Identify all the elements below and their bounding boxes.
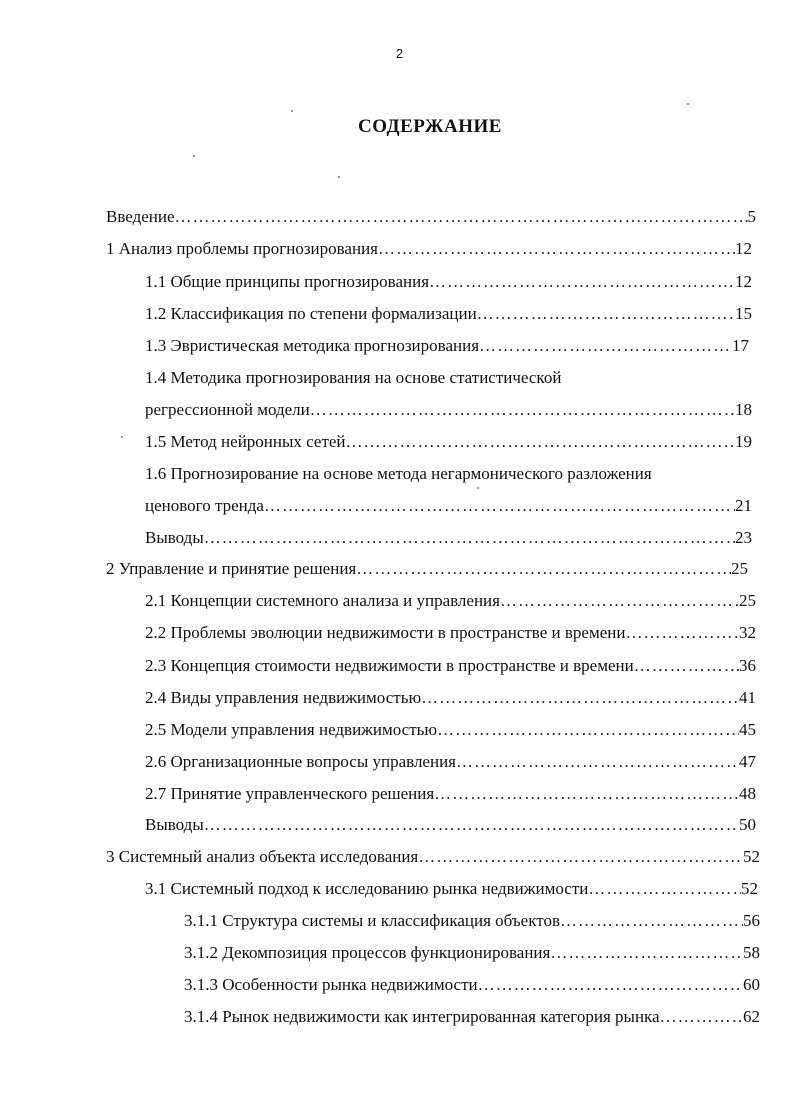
- toc-entry-page: 45: [739, 720, 756, 739]
- toc-entry-page: 50: [739, 815, 756, 834]
- toc-entry-page: 48: [739, 784, 756, 803]
- toc-entry-page: 62: [743, 1007, 760, 1026]
- toc-entry-section-1-6-cont: [145, 492, 752, 520]
- toc-entry-label: Введение: [106, 207, 175, 226]
- toc-entry-conclusions-1: [145, 524, 752, 552]
- toc-entry-section-3-1-1: [184, 907, 760, 935]
- toc-entry-page: 32: [739, 623, 756, 642]
- toc-entry-page: 47: [739, 752, 756, 771]
- toc-entry-label: 1 Анализ проблемы прогнозирования: [106, 239, 378, 258]
- toc-entry-label: ценового тренда: [145, 496, 264, 515]
- toc-entry-label: 1.5 Метод нейронных сетей: [145, 432, 346, 451]
- toc-entry-section-1-2: [145, 300, 752, 328]
- toc-entry-page: 36: [739, 656, 756, 675]
- scan-speck: [193, 155, 195, 157]
- toc-entry-label: 2.1 Концепции системного анализа и управления: [145, 591, 500, 610]
- toc-entry-page: 41: [739, 688, 756, 707]
- toc-entry-label: 3 Системный анализ объекта исследования: [106, 847, 419, 866]
- scan-speck: [477, 487, 479, 489]
- toc-entry-section-2-5: [145, 716, 756, 744]
- toc-entry-section-2-1: [145, 587, 756, 615]
- toc-entry-section-3-1-3: [184, 971, 760, 999]
- toc-entry-section-3-1-4: [184, 1003, 760, 1031]
- toc-entry-page: 19: [735, 432, 752, 451]
- toc-entry-page: 60: [743, 975, 760, 994]
- toc-entry-label: 2.7 Принятие управленческого решения: [145, 784, 435, 803]
- toc-entry-section-1-1: [145, 268, 752, 296]
- toc-entry-section-2-2: [145, 619, 756, 647]
- toc-entry-chapter-2: [106, 555, 748, 583]
- toc-entry-label: 2.3 Концепция стоимости недвижимости в пространстве и времени: [145, 656, 634, 675]
- toc-entry-page: 58: [743, 943, 760, 962]
- toc-entry-page: 12: [735, 272, 752, 291]
- toc-entry-label: 1.1 Общие принципы прогнозирования: [145, 272, 430, 291]
- toc-entry-page: 25: [739, 591, 756, 610]
- toc-entry-conclusions-2: [145, 811, 756, 839]
- toc-entry-label: 1.2 Классификация по степени формализации: [145, 304, 477, 323]
- toc-entry-page: 18: [735, 400, 752, 419]
- toc-entry-page: 15: [735, 304, 752, 323]
- toc-entry-label: регрессионной модели: [145, 400, 310, 419]
- toc-entry-chapter-3: [106, 843, 760, 871]
- toc-entry-page: 12: [735, 239, 752, 258]
- toc-entry-section-1-3: [145, 332, 749, 360]
- toc-entry-section-3-1-2: [184, 939, 760, 967]
- toc-entry-label: 3.1.2 Декомпозиция процессов функционирования: [184, 943, 551, 962]
- toc-entry-page: 17: [732, 336, 749, 355]
- scan-speck: [121, 436, 123, 438]
- toc-entry-page: 21: [735, 496, 752, 515]
- toc-entry-introduction: [106, 203, 756, 231]
- toc-entry-label: 2.5 Модели управления недвижимостью: [145, 720, 438, 739]
- toc-entry-section-1-4-cont: [145, 396, 752, 424]
- scan-speck: [291, 110, 293, 112]
- toc-entry-chapter-1: [106, 235, 752, 263]
- toc-entry-section-2-6: [145, 748, 756, 776]
- toc-entry-label: 2.2 Проблемы эволюции недвижимости в пространстве и времени: [145, 623, 626, 642]
- toc-entry-section-1-4: [145, 364, 752, 392]
- toc-entry-label: 3.1 Системный подход к исследованию рынка недвижимости: [145, 879, 589, 898]
- toc-entry-label: 2.6 Организационные вопросы управления: [145, 752, 456, 771]
- scan-speck: [687, 103, 689, 105]
- toc-entry-label: 3.1.4 Рынок недвижимости как интегрированная категория рынка: [184, 1007, 660, 1026]
- toc-entry-page: 52: [741, 879, 758, 898]
- toc-entry-page: 56: [743, 911, 760, 930]
- toc-entry-section-2-3: [145, 652, 756, 680]
- toc-entry-page: 5: [747, 207, 756, 226]
- toc-entry-label: Выводы: [145, 528, 204, 547]
- toc-entry-label: 1.4 Методика прогнозирования на основе статистической: [145, 368, 562, 387]
- toc-entry-label: 2 Управление и принятие решения: [106, 559, 357, 578]
- toc-entry-page: 52: [743, 847, 760, 866]
- toc-entry-label: 3.1.3 Особенности рынка недвижимости: [184, 975, 478, 994]
- toc-entry-label: 3.1.1 Структура системы и классификация объектов: [184, 911, 560, 930]
- toc-entry-label: Выводы: [145, 815, 204, 834]
- toc-entry-section-1-5: [145, 428, 752, 456]
- toc-entry-section-1-6: [145, 460, 745, 488]
- scan-speck: [338, 176, 340, 178]
- toc-entry-page: 25: [731, 559, 748, 578]
- toc-entry-page: 23: [735, 528, 752, 547]
- toc-entry-label: 1.6 Прогнозирование на основе метода негармонического разложения: [145, 464, 652, 483]
- toc-entry-label: 1.3 Эвристическая методика прогнозирования: [145, 336, 480, 355]
- toc-entry-label: 2.4 Виды управления недвижимостью: [145, 688, 422, 707]
- toc-entry-section-3-1: [145, 875, 758, 903]
- page-number: 2: [395, 46, 404, 61]
- page-title: СОДЕРЖАНИЕ: [358, 116, 502, 137]
- toc-entry-section-2-4: [145, 684, 756, 712]
- toc-entry-section-2-7: [145, 780, 756, 808]
